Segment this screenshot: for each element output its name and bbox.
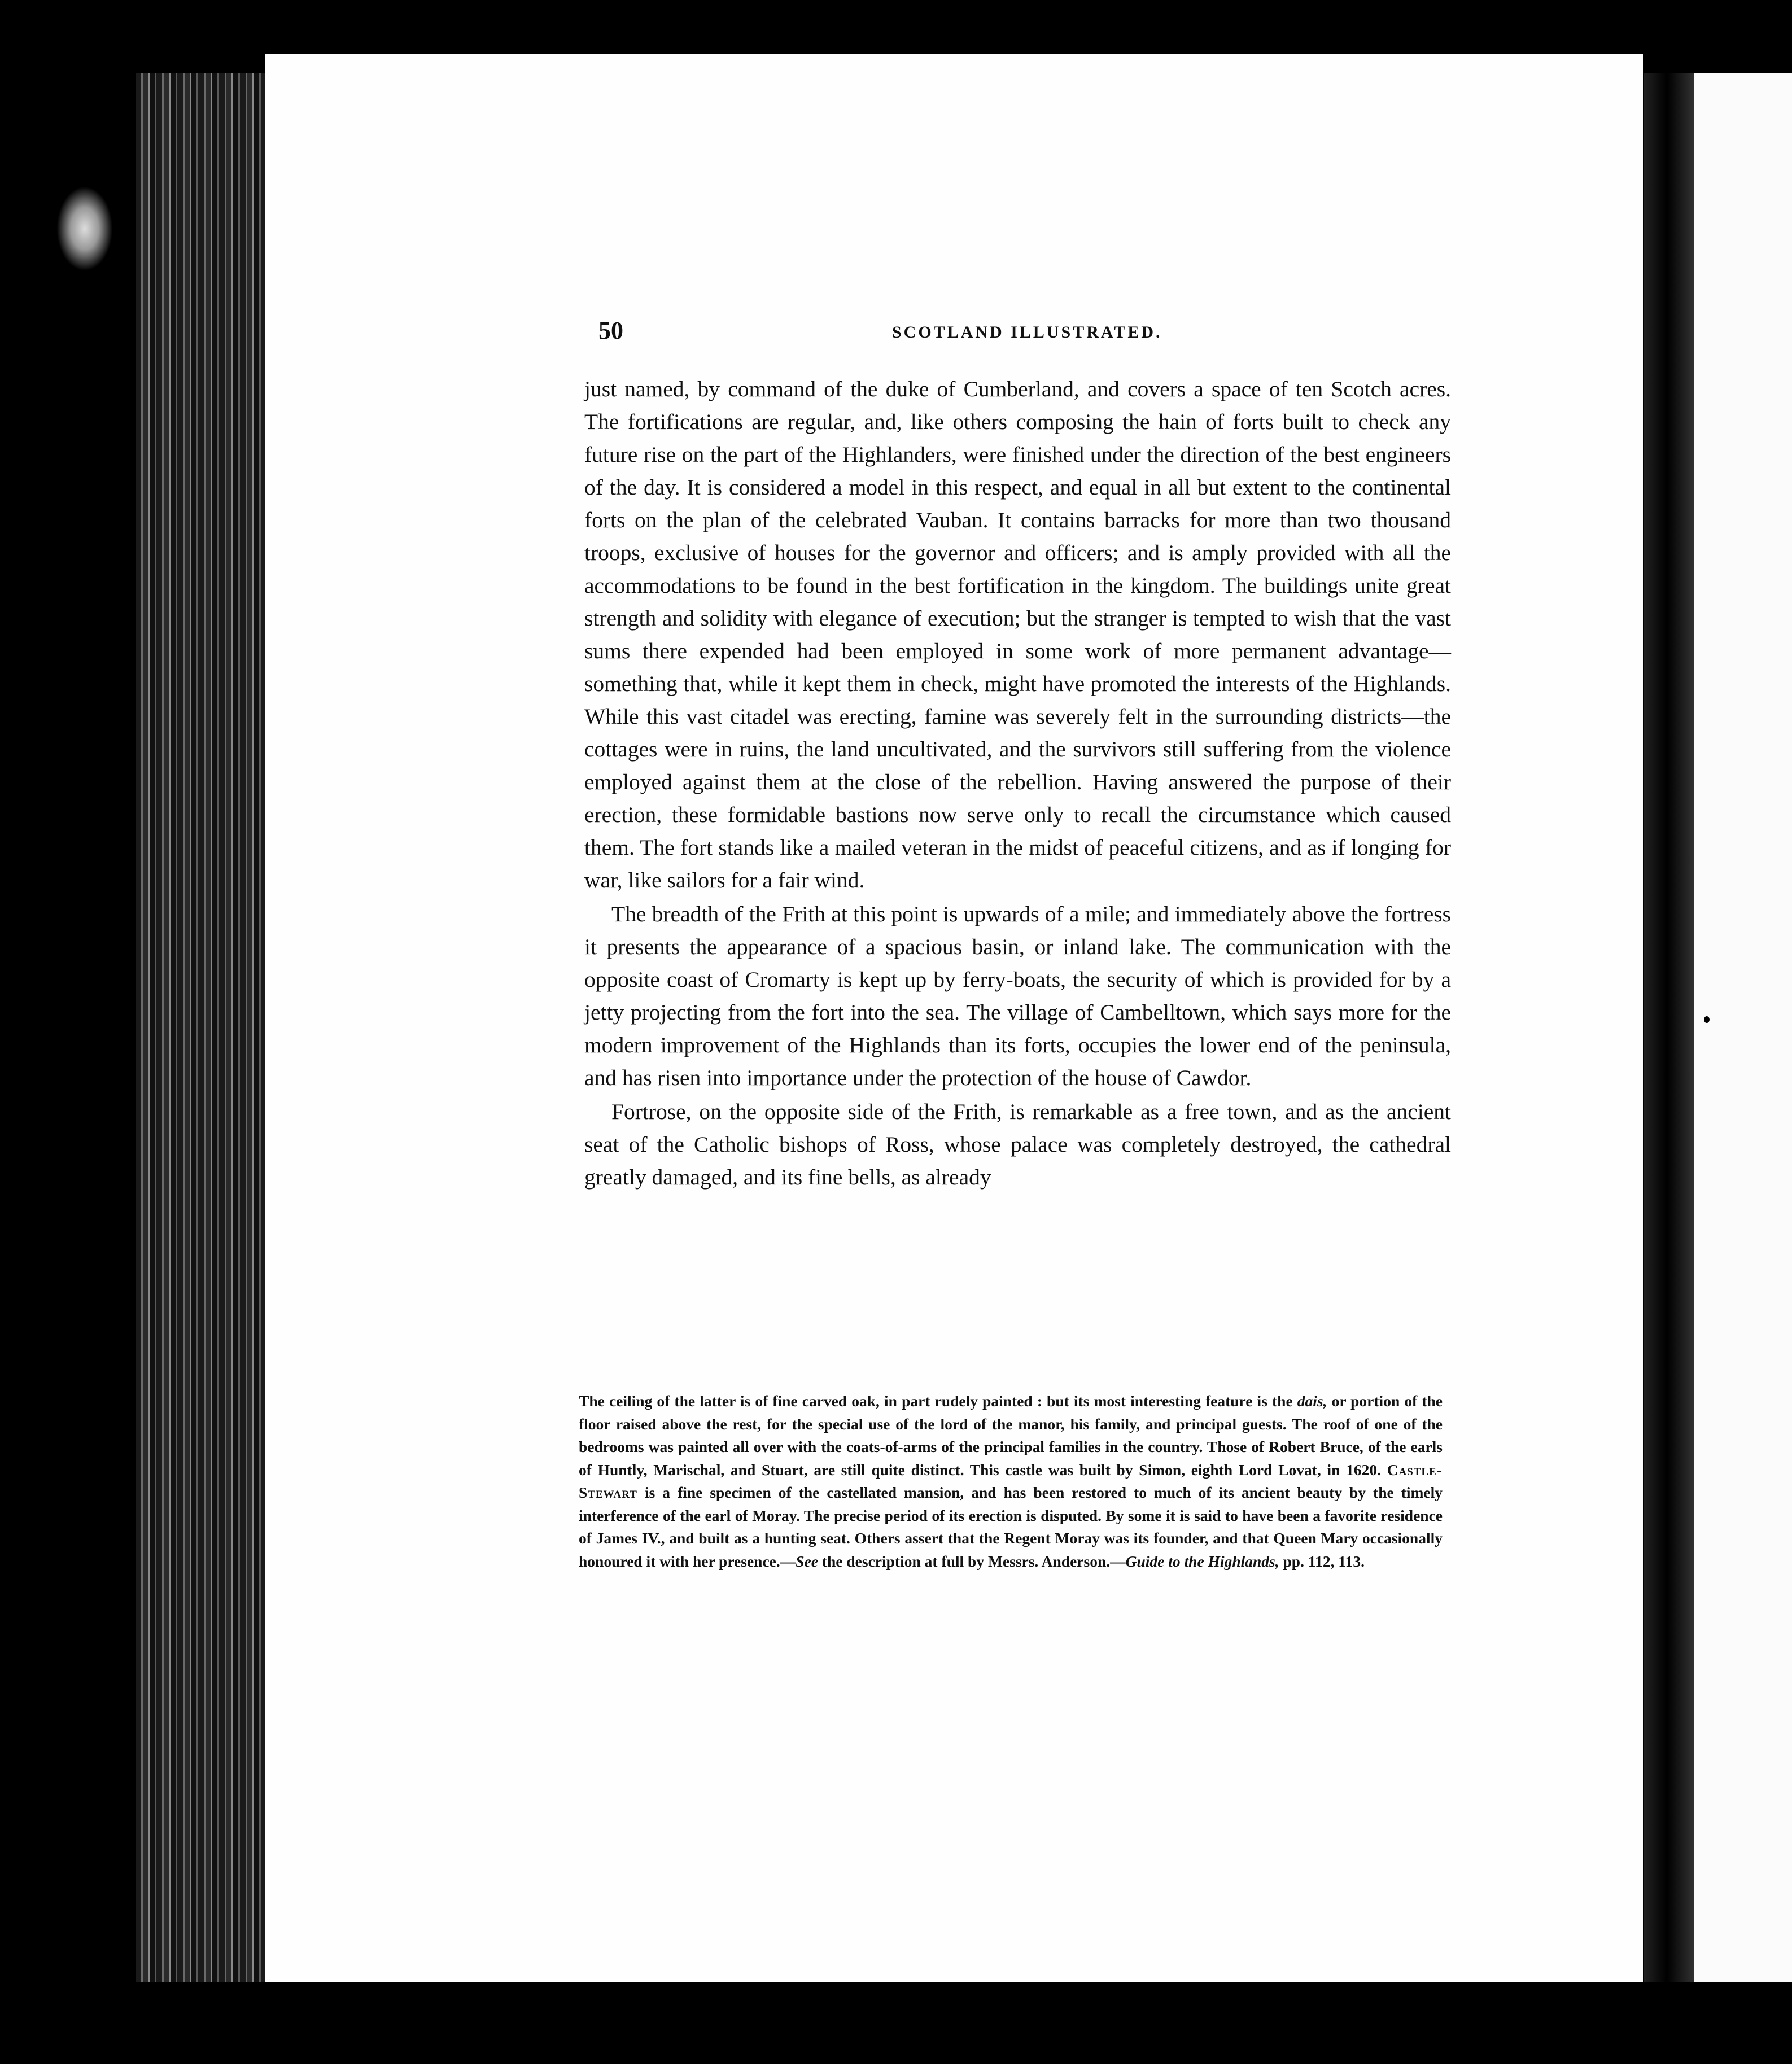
- footnote-text-5: pp. 112, 113.: [1279, 1552, 1365, 1570]
- main-text: [584, 373, 1451, 1193]
- footnote-text-3: is a fine specimen of the castellated mansion, and has been restored to much of its ancient beauty by the timely interference of the earl of Moray. The precise period of its erection is disputed. By some it is said to have been a favorite residence of James IV., and built as a hunting seat. Others assert that the Regent Moray was its founder, and that Queen Mary occasionally honoured it with her presence.—: [579, 1484, 1443, 1570]
- footnote-text-4: the description at full by Messrs. Anderson.—: [818, 1552, 1126, 1570]
- page-number: 50: [598, 317, 623, 344]
- footnote-text-1: The ceiling of the latter is of fine carved oak, in part rudely painted : but its most interesting feature is the: [579, 1392, 1297, 1410]
- paragraph-1: just named, by command of the duke of Cumberland, and covers a space of ten Scotch acres. The fortifications are regular, and, like others composing the hain of forts built to check any future rise on the part of the Highlanders, were finished under the direction of the best engineers of the day. It is considered a model in this respect, and equal in all but extent to the continental forts on the plan of the celebrated Vauban. It contains barracks for more than two thousand troops, exclusive of houses for the governor and officers; and is amply provided with all the accommodations to be found in the best fortification in the kingdom. The buildings unite great strength and solidity with elegance of execution; but the stranger is tempted to wish that the vast sums there expended had been employed in some work of more permanent advantage—something that, while it kept them in check, might have promoted the interests of the Highlands. While this vast citadel was erecting, famine was severely felt in the surrounding districts—the cottages were in ruins, the land uncultivated, and the survivors still suffering from the violence employed against them at the close of the rebellion. Having answered the purpose of their erection, these formidable bastions now serve only to recall the circumstance which caused them. The fort stands like a mailed veteran in the midst of peaceful citizens, and as if longing for war, like sailors for a fair wind.: [584, 377, 1451, 893]
- footnote-italic-see: See: [796, 1552, 818, 1570]
- running-title: SCOTLAND ILLUSTRATED.: [892, 323, 1162, 342]
- footnote: [579, 1390, 1443, 1573]
- scan-artifact: [56, 186, 113, 271]
- book-page-edges: [136, 73, 265, 1982]
- facing-page: [1694, 73, 1792, 1982]
- footnote-italic-guide: Guide to the Highlands,: [1125, 1552, 1279, 1570]
- page-header: [598, 316, 1457, 361]
- footnote-text-2: or portion of the floor raised above the rest, for the special use of the lord of the manor, his family, and principal guests. The roof of one of the bedrooms was painted all over with the coats-of-arms of the principal families in the country. Those of Robert Bruce, of the earls of Huntly, Marischal, and Stuart, are still quite distinct. This castle was built by Simon, eighth Lord Lovat, in 1620.: [579, 1392, 1443, 1479]
- footnote-italic-dais: dais,: [1297, 1392, 1327, 1410]
- paragraph-2: The breadth of the Frith at this point is upwards of a mile; and immediately above the fortress it presents the appearance of a spacious basin, or inland lake. The communication with the opposite coast of Cromarty is kept up by ferry-boats, the security of which is provided for by a jetty projecting from the fort into the sea. The village of Cambelltown, which says more for the modern improvement of the Highlands than its forts, occupies the lower end of the peninsula, and has risen into importance under the protection of the house of Cawdor.: [584, 902, 1451, 1090]
- footnote-castle-stewart: Castle-Stewart: [579, 1460, 1443, 1501]
- book-gutter-shadow: [1644, 73, 1695, 1982]
- scan-artifact-dot: [1704, 1016, 1710, 1023]
- paragraph-3: Fortrose, on the opposite side of the Frith, is remarkable as a free town, and as the ancient seat of the Catholic bishops of Ross, whose palace was completely destroyed, the cathedral greatly damaged, and its fine bells, as already: [584, 1099, 1451, 1190]
